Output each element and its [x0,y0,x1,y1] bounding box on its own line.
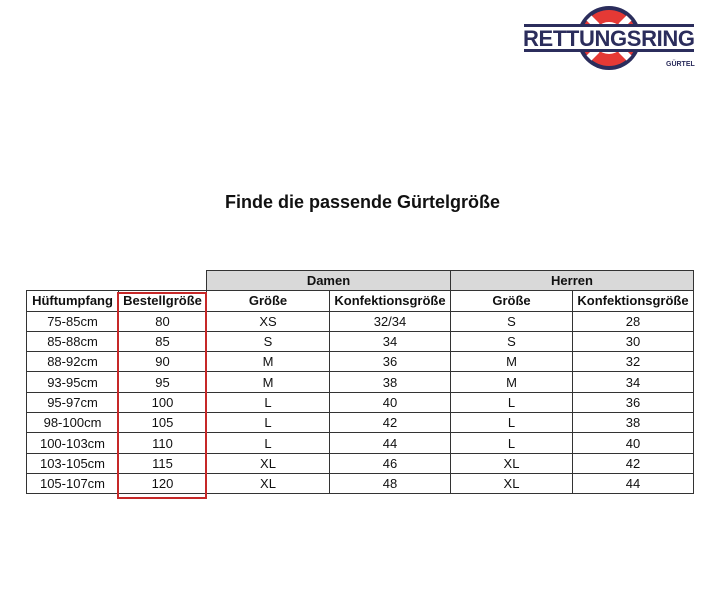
table-cell: XL [451,453,573,473]
table-row [27,413,694,433]
table-row [27,311,694,331]
table-cell: 93-95cm [27,372,119,392]
table-cell: 48 [330,473,451,493]
column-header: Größe [207,291,330,311]
column-header: Konfektionsgröße [573,291,694,311]
table-cell: XS [207,311,330,331]
table-cell: 80 [119,311,207,331]
table-cell: S [207,331,330,351]
table-cell: 30 [573,331,694,351]
table-cell: 44 [573,473,694,493]
table-cell: XL [207,453,330,473]
size-table [26,270,694,494]
table-cell: XL [207,473,330,493]
table-cell: L [207,413,330,433]
table-cell: M [207,372,330,392]
table-cell: 46 [330,453,451,473]
table-row [27,392,694,412]
table-row [27,331,694,351]
table-cell: 38 [330,372,451,392]
table-cell: 105-107cm [27,473,119,493]
table-cell: L [207,433,330,453]
column-header: Größe [451,291,573,311]
svg-text:RETTUNGSRING: RETTUNGSRING [523,26,695,51]
table-cell: L [451,392,573,412]
rettungsring-logo [516,2,702,74]
table-cell: M [207,352,330,372]
table-cell: 34 [573,372,694,392]
table-cell: 40 [573,433,694,453]
table-cell: 90 [119,352,207,372]
table-cell: 40 [330,392,451,412]
table-cell: 100 [119,392,207,412]
table-cell: 95 [119,372,207,392]
table-cell: M [451,372,573,392]
group-damen: Damen [207,271,451,291]
column-header: Hüftumpfang [27,291,119,311]
table-cell: 28 [573,311,694,331]
table-cell: 115 [119,453,207,473]
table-cell: 32 [573,352,694,372]
table-row [27,352,694,372]
table-cell: 98-100cm [27,413,119,433]
table-cell: 42 [330,413,451,433]
table-cell: S [451,311,573,331]
table-cell: 34 [330,331,451,351]
table-row [27,473,694,493]
table-cell: M [451,352,573,372]
table-cell: 75-85cm [27,311,119,331]
svg-text:GÜRTEL: GÜRTEL [666,61,695,68]
table-cell: 88-92cm [27,352,119,372]
table-cell: L [451,433,573,453]
table-cell: XL [451,473,573,493]
column-header: Konfektionsgröße [330,291,451,311]
page-title: Finde die passende Gürtelgröße [224,192,501,212]
table-cell: 85 [119,331,207,351]
table-cell: 38 [573,413,694,433]
table-cell: 95-97cm [27,392,119,412]
table-cell: 100-103cm [27,433,119,453]
table-row [27,372,694,392]
table-cell: 42 [573,453,694,473]
table-cell: 120 [119,473,207,493]
table-cell: 36 [330,352,451,372]
table-cell: 32/34 [330,311,451,331]
table-row [27,433,694,453]
table-cell: S [451,331,573,351]
table-cell: 44 [330,433,451,453]
group-herren: Herren [451,271,694,291]
table-cell: 36 [573,392,694,412]
table-cell: 110 [119,433,207,453]
table-cell: L [451,413,573,433]
table-cell: 85-88cm [27,331,119,351]
column-header: Bestellgröße [119,291,207,311]
table-row [27,453,694,473]
table-cell: L [207,392,330,412]
table-cell: 105 [119,413,207,433]
table-cell: 103-105cm [27,453,119,473]
